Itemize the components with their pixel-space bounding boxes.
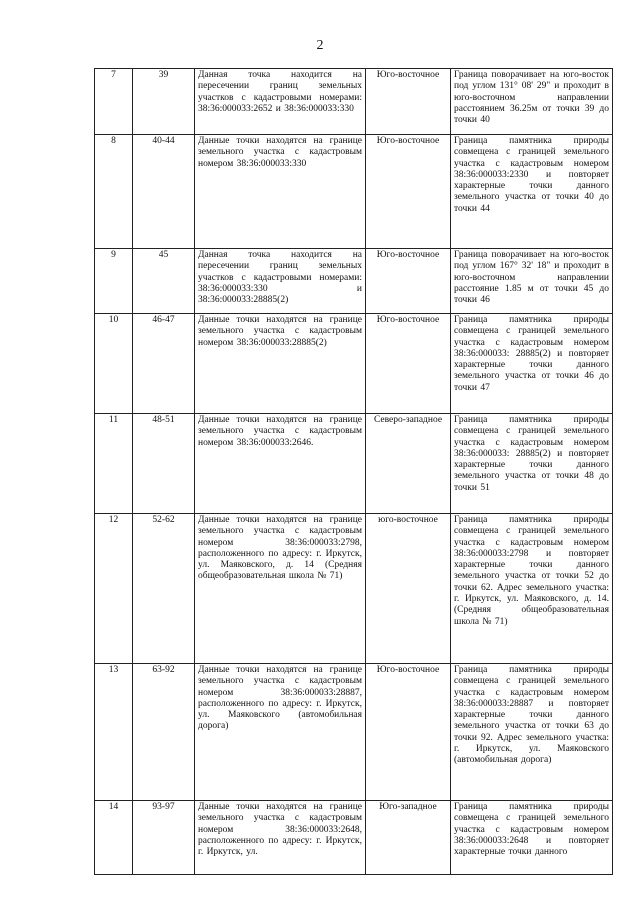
description-cell: Данные точки находятся на границе земельного участка с кадастровым номером 38:36:000033:2648, расположенного по адресу: г. Иркутск, г. Иркутск, ул. <box>195 801 366 875</box>
table-row <box>95 801 613 875</box>
points-cell: 52-62 <box>133 514 195 664</box>
points-cell: 48-51 <box>133 414 195 514</box>
boundary-cell: Граница памятника природы совмещена с границей земельного участка с кадастровым номером 38:36:000033:2648 и повторяет характерные точки данного <box>451 801 613 875</box>
boundary-cell: Граница памятника природы совмещена с границей земельного участка с кадастровым номером 38:36:000033:2798 и повторяет характерные точки данного земельного участка от точки 52 до точки 62. Адрес земельного участка: г. Иркутск, ул. Маяковского, д. 14. (Средняя общеобразовательная школа № 71) <box>451 514 613 664</box>
row-number: 7 <box>95 69 133 135</box>
points-cell: 40-44 <box>133 135 195 249</box>
table-row <box>95 514 613 664</box>
table-row <box>95 69 613 135</box>
direction-cell: Юго-восточное <box>366 314 451 414</box>
description-cell: Данные точки находятся на границе земельного участка с кадастровым номером 38:36:000033:330 <box>195 135 366 249</box>
table-row <box>95 414 613 514</box>
direction-cell: Юго-восточное <box>366 69 451 135</box>
points-cell: 93-97 <box>133 801 195 875</box>
boundary-cell: Граница памятника природы совмещена с границей земельного участка с кадастровым номером 38:36:000033:2330 и повторяет характерные точки данного земельного участка от точки 40 до точки 44 <box>451 135 613 249</box>
table-row <box>95 135 613 249</box>
table-row <box>95 664 613 801</box>
description-cell: Данные точки находятся на границе земельного участка с кадастровым номером 38:36:000033:2646. <box>195 414 366 514</box>
points-cell: 45 <box>133 249 195 314</box>
row-number: 14 <box>95 801 133 875</box>
row-number: 8 <box>95 135 133 249</box>
table-row <box>95 249 613 314</box>
table-row <box>95 314 613 414</box>
direction-cell: Юго-восточное <box>366 135 451 249</box>
boundary-cell: Граница поворачивает на юго-восток под углом 131° 08' 29" и проходит в юго-восточном направлении расстоянием 36.25м от точки 39 до точки 40 <box>451 69 613 135</box>
row-number: 12 <box>95 514 133 664</box>
points-cell: 46-47 <box>133 314 195 414</box>
description-cell: Данные точки находятся на границе земельного участка с кадастровым номером 38:36:000033:2798, расположенного по адресу: г. Иркутск, ул. Маяковского, д. 14 (Средняя общеобразовательная школа № 71) <box>195 514 366 664</box>
boundary-cell: Граница памятника природы совмещена с границей земельного участка с кадастровым номером 38:36:000033: 28885(2) и повторяет характерные точки данного земельного участка от точки 48 до точки 51 <box>451 414 613 514</box>
row-number: 10 <box>95 314 133 414</box>
description-cell: Данные точки находятся на границе земельного участка с кадастровым номером 38:36:000033:28887, расположенного по адресу: г. Иркутск, ул. Маяковского (автомобильная дорога) <box>195 664 366 801</box>
points-cell: 63-92 <box>133 664 195 801</box>
direction-cell: Юго-восточное <box>366 249 451 314</box>
row-number: 11 <box>95 414 133 514</box>
boundary-cell: Граница памятника природы совмещена с границей земельного участка с кадастровым номером 38:36:000033:28887 и повторяет характерные точки данного земельного участка от точки 63 до точки 92. Адрес земельного участка: г. Иркутск, ул. Маяковского (автомобильная дорога) <box>451 664 613 801</box>
boundary-cell: Граница поворачивает на юго-восток под углом 167° 32' 18" и проходит в юго-восточном направлении расстояние 1.85 м от точки 45 до точки 46 <box>451 249 613 314</box>
row-number: 13 <box>95 664 133 801</box>
description-cell: Данные точки находятся на границе земельного участка с кадастровым номером 38:36:000033:28885(2) <box>195 314 366 414</box>
direction-cell: Северо-западное <box>366 414 451 514</box>
points-cell: 39 <box>133 69 195 135</box>
direction-cell: юго-восточное <box>366 514 451 664</box>
direction-cell: Юго-восточное <box>366 664 451 801</box>
direction-cell: Юго-западное <box>366 801 451 875</box>
boundary-table <box>94 68 613 875</box>
row-number: 9 <box>95 249 133 314</box>
description-cell: Данная точка находится на пересечении границ земельных участков с кадастровыми номерами: 38:36:000033:330 и 38:36:000033:28885(2) <box>195 249 366 314</box>
page-number: 2 <box>316 38 324 53</box>
boundary-cell: Граница памятника природы совмещена с границей земельного участка с кадастровым номером 38:36:000033: 28885(2) и повторяет характерные точки данного земельного участка от точки 46 до точки 47 <box>451 314 613 414</box>
description-cell: Данная точка находится на пересечении границ земельных участков с кадастровыми номерами: 38:36:000033:2652 и 38:36:000033:330 <box>195 69 366 135</box>
